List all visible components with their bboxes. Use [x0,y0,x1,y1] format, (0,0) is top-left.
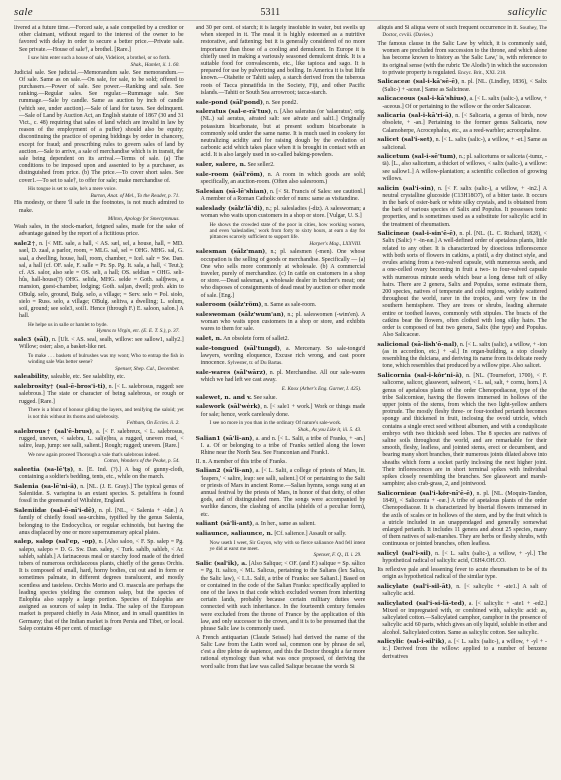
entry-headword: Salenia (sa-lē'ni-ä) [14,483,77,490]
entry-headword: sale-tongued (sāl'tungd) [195,344,280,352]
entry-definition: [Also Salique; < OF. (and F.) salique = Sp. sálico = Pg. It. salico, < ML. Salicus, pertaining to the Salians (lex Salica, the Salic law), < L.L. Salii, a tribe of Franks: see Salian1.] Based on or contained in the code of the Salian Franks: specifically applied to one of the laws in that code which excluded women from inheriting certain lands, probably because certain military duties were connected with such inheritance. In the fourteenth century females were excluded from the throne of France by the application of this law, and only successor to the crown, and it is to be presumed that the phrase Salic law is commonly used. [200,561,366,633]
quotation-text: We now again proceed Thorough a vale that's salebrous indeed. [28,451,160,458]
entry-definition: [Cf. salience.] Assault or sally. [272,530,347,537]
entry-headword: salicylated (sal'i-si-lā-ted) [377,599,465,607]
entry-definition: , n.; pl. salesmen (-men). One whose occupation is the selling of goods or merchandise. Specifically — (a) One who sells more commonly at wholesale. (b) A commercial traveler, purely of merchandize. (c) In cattle on customers in a shop or store.—Dead salesman, a wholesale dealer in butcher's meat; one who disposes of consignments of dead meat by auction or other mode of sale. [Eng.] [200,249,366,299]
dictionary-entry [196,248,366,299]
entry-headword: salesman (sālz'man) [195,248,266,256]
quotation-text: There is a blunt of honour gilding the layers, and tenifying the saloid; yet is not this without its thorns and salebrosity. [28,407,184,420]
entry-definition: , n. pl. [NL., < Salenia + -idæ.] A family of chiefly fossil sea-urchins, typified by the genus Salenia, belonging to the Endocyclica, or regular echinoids, but having the anus displaced by one or more supernumerary apical plates. [19,508,184,536]
entry-definition: His modesty, or there 'll safe in the footnotes, is not much admired to make. [14,200,184,214]
entry-definition: , n. [< St. Francis of Sales: see cautionl.] A member of a Roman Catholic order of nuns: same as visitandine. [200,188,366,202]
dictionary-entry [14,224,184,238]
quotation-source: Feltham, On Eccles. ii. 2. [126,419,180,426]
dictionary-entry [377,78,547,93]
dictionary-entry [196,335,366,343]
dictionary-entry [196,171,366,186]
entry-headword: saliant (sā'li-ant) [195,520,253,528]
dictionary-entry [377,136,547,151]
quotation-source: Spenser, Shep. Cal., December. [115,365,180,372]
entry-definition: , n. pl. Merchandise. All our sale-wares which we had left we cast away. [200,370,366,384]
entry-definition: , n. [Also saloo, < F. Sp. salep = Pg. salepo, salepo = D. G. Sw. Dan. salep, < Turk. sahlb, sahleb, < Ar. sahleb, sahlab.] A farinaceous meal or starchy food made of the dried tubers of numerous orchidaceous plants, chiefly of the genus Orchis. It is composed of small, hard, horny bodies, cut out and in form or sometimes palmate, in different degrees translucent, and mostly scentless and tasteless. Orchis Morio and O. mascula are perhaps the leading species yielding the common salep, but the species of Eulophia also supply a large portion. Species of Eulophia are assigned as sources of salep in India. The salep of the European market is prepared chiefly in Asia Minor, and in small quantities in Germany; that of the Indian market is from Persia and Tibet, or local. Salep contains 48 per cent. of mucilage [19,539,184,632]
dictionary-entry [377,25,547,39]
entry-headword: salebrous† (sal'ē-brus) [14,427,93,435]
dictionary-entry [196,635,366,671]
dictionary-entry [14,240,184,320]
entry-definition: II. n. A member of this tribe of Franks. [195,458,287,465]
entry-definition: , n.; pl. saleswomen (-wim'en). A woman who waits upon customers in a shop or store, and exhibits wares to them for sale. [200,312,366,333]
entry-definition: Wash sales, in the stock-market, feigned sales, made for the sake of advantage gained by the report of a fictitious price. [14,224,184,238]
dictionary-entry [377,41,547,77]
quotation [14,353,184,372]
entry-definition: See salue. [251,394,277,401]
header-right-guide-word: salicylic [507,6,547,18]
entry-headword: salicylate (sal'i-sil-āt) [377,582,452,590]
entry-headword: salewet, n. and v. [195,393,252,401]
quotation [196,222,366,247]
dictionary-entry [377,583,547,598]
dictionary-entry [14,373,184,381]
entry-definition: An obsolete form of sallet2. [221,336,290,343]
dictionary-entry [14,507,184,537]
entry-headword: salicyl (sal'i-sil) [377,550,431,558]
quotation-text: He helpe us in salle or hamlet to byde. [28,321,108,328]
dictionary-entry [196,205,366,220]
dictionary-entry [196,311,366,334]
entry-definition: , a. [< F. salebreux, < L. salebrosus, rugged, uneven, < salebra, L. sal(e)bra, a rugged, uneven road, < salire, leap, jump: see salli, salient.] Rough; rugged; uneven. [Rare.] [19,428,184,450]
quotation-source: Shak., As you Like it, iii. 5. 43. [297,426,362,433]
entry-headword: Salic (sal'ik), a. [195,560,248,568]
dictionary-entry [377,567,547,581]
quotation [14,452,184,465]
dictionary-entry [196,161,366,169]
quotation-source: Shak., Hamlet, ii. 1. 60. [130,61,180,68]
entry-definition: , n. [< F. salix (salic-), a willow, + -in2.] A neutral crystalline glucoside (C13H18O7), of a bitter taste. It occurs in the bark of osier-bark or white silky crystals, and is obtained from the bark of various species of Salix and Populus. It possesses tonic properties, and is sometimes used as a substitute for salicylic acid in the treatment of rheumatism. [382,185,547,228]
entry-definition: , a. [< L. salix (salic-), a willow, + -aceous.] Of or pertaining to the willow or the order Salicaceæ. [382,96,547,110]
entry-headword: saler, salere, n. [195,161,246,169]
dictionary-entry [14,200,184,214]
entry-headword: saliaunce, saliaunce, n. [195,529,273,537]
dictionary-entry [14,538,184,633]
dictionary-entry [196,25,366,97]
quotation-text: He shows the crowded state of the poor in cities, how working women, and even 'salesladies,' work from forty to sixty hours, at earn a day for pittances scarcely sufficient to support life. [209,221,366,241]
entry-citation: Southey, The Doctor, cvviii. (Davies.) [382,25,547,39]
entry-headword: Salicornieæ (sal'i-kôr-nī'ē-ē) [377,489,473,497]
dictionary-entry [377,341,547,371]
entry-definition: , n. [NL. (Tournefort, 1700), < F. salicorne, salicor, glasswort, saltwort, < L. sal, salt, + cornu, horn.] A genus of apetalous plants of the order Chenopodiaceæ, type of the tribe Salicornieæ, having the flowers immersed in hollows of the upper joints of the stems, from which the two light-yellow anthers protrude. The mostly fleshy three- or four-toothed perianth becomes spongy and thickened in fruit, inclosing the ovoid utricle, which contains a single erect seed without albumen, and with a conduplicate embryo with two thickish seed lobes. The 8 species are natives of saline soils throughout the world, and are remarkable for their smooth, fleshy, leafless, and jointed stems, erect or decumbent, and bearing many short branches, their numerous joints dilated above into sheaths which form a socket partly inclosing the next higher joint. Their inflorescences are in short terminal spikes with individual spikes closely resembling the branches. See glasswort and marsh-samphire; also crab-grass, 2, and jointwood. [382,373,547,488]
dictionary-entry [196,99,366,107]
entry-definition: , n. [Ult. < AS. seal, sealh, willow: see sallow1, sally2.] Willow; osier; also, a basket-like net. [19,337,184,351]
quotation [14,186,184,199]
entry-definition: livered at a future time.—Forced sale, a sale compelled by a creditor or other claimant, without regard to the interest of the owner to be favored with delay in order to secure a better price.—Private sale. See private.—House of sale†, a brothel. [Rare.] [14,25,184,53]
quotation-source: Spenser, F. Q., II. i. 29. [313,552,362,559]
entry-definition: , n. [E. Ind. (?).] A bag of gunny-cloth, containing a soldier's bedding, tents, etc., while on the march. [19,467,184,481]
running-header [14,6,547,21]
entry-headword: sale-wares (sāl'wārz) [195,369,266,376]
entry-definition: , n. [NL. (J. E. Gray).] The typical genus of Saleniidæ. S. varispina is an extant species. S. petalifera is found fossil in the greensand of Wiltshire, England. [19,484,184,505]
entry-definition: Its reflexive pale and lessening fever to acute rheumatism to be of its origin as hypothetical radical of the similar type. [377,566,547,581]
entry-headword: sale2† [14,240,36,248]
dictionary-entry [196,467,366,518]
quotation-source: Burton, Anat. of Mel., To the Reader, p. 71. [90,192,180,199]
dictionary-entry [196,108,366,159]
entry-headword: salep, salop (sal'ep, -op) [14,538,96,546]
entry-headword: sale-pond (sāl'pond) [195,98,263,106]
quotation [196,540,366,559]
dictionary-entry [14,336,184,351]
entry-definition: , a. [< salicylic + -ate1 + -ed2.] Mixed or impregnated with, or combined with, salicylic acid: as, salicylated cotton.—Salicylated camphor, camphor in the presence of salicylic acid 60 parts, which gives an oily liquid, soluble in ether and alcohol. Salicylated cotton. Same as salicylic cotton. See salicylic. [382,600,547,636]
entry-headword: salicional (sā-lish'ō-nal) [377,340,457,348]
dictionary-entry [196,530,366,538]
dictionary-entry [377,600,547,637]
quotation-source: E. Knox (Arber's Eng. Garner, I. 425). [281,385,362,392]
columns [14,25,547,777]
column-1 [14,25,184,777]
entry-definition: , saleable, etc. See salability, etc. [47,374,126,381]
dictionary-entry [196,369,366,384]
entry-definition: , n. See pond2. [262,99,298,106]
entry-headword: salet, n. [195,335,222,343]
entry-definition: , a. [< L. salix (salic-), a willow, + -yl + -ic.] Derived from the willow: applied to a number of benzene derivatives [382,639,547,660]
entry-definition: aliquis and Si aliqua were of such frequent occurrence in it. [377,25,519,31]
dictionary-entry [377,638,547,661]
entry-definition: Judicial sale. See judicial.—Memorandum sale. See memorandum.—Of sale. Same as on sale.—On sale, for sale, to be sold; offered to purchasers.—Power of sale. See power.—Ranking and sale. See ranking.—Regular sales. See regular.—Rummage sale. See rummage.—Sale by candle. Same as auction by inch of candle (which see, under auction).—Sale of land for taxes. See delinquent.—Sale of Land by Auction Act, an English statute of 1867 (30 and 31 Vict., c. 48) requiring that sales of land which are invalid in law by reason of the employment of a puffer) should also be equity; discontinuing the practice of opening biddings by order in chancery, except for fraud; and prescribing rules to govern sales of land by auction.—Sale to arrive, a sale of merchandise which is in transit, the sale being dependent on its arrival.—Terms of sale. (a) The conditions to be imposed upon and assented to by a purchaser, as distinguished from price. (b) The price.—To cover short sales. See cover1.—To set to sale†, to offer for sale; make merchandise of. [14,69,184,184]
entry-definition: , n. [< L. salix (salic-), a willow, + -yl.] The hypothetical radical of salicylic acid, C6H4.OH.CO. [382,551,547,565]
entry-headword: saleetia (sa-lē'ṭṣ) [14,466,74,474]
entry-definition: , n. A room in which goods are sold; specifically, an auction-room. (Often also salesroom.) [200,171,366,186]
dictionary-entry [196,394,366,402]
dictionary-entry [377,112,547,135]
entry-headword: sale-room (sāl'röm) [195,170,263,178]
entry-definition: , n. pl. [NL. (L. C. Richard, 1828), < Salix (Salic) + -in-eæ.] A well-defined order of apetalous plants, little related to any other. It is characterized by dioecious inflorescence with both sorts of flowers in catkins, a pistil, a dry distinct style, and ovules arising from a two-valved capsule, with numerous seeds, and a one-celled ovary becoming in fruit a two- to four-valved capsule with numerous minute seeds which bear a long dense tuft of silky hairs. There are 2 genera, Salix and Populus, some estimate them, 200 species, natives of temperate and cold regions, widely scattered throughout the world, rarer in the tropics, and very few in the southern hemisphere. They are trees or shrubs, leading alternate entire or toothed leaves, commonly with stipules. The bracts of the catkins bear the flowers, often clothed with long silky hairs. The order is composed of but two genera, Salix (the type) and Populus. Also Salicaceæ. [382,231,547,339]
dictionary-entry [377,185,547,229]
entry-definition: , n.; pl. salesladies (-diz). A saleswoman; a woman who waits upon customers in a shop or store. [Vulgar, U. S.] [200,205,366,219]
entry-definition: , n.; pl. salicetums or saliceta (-tumz, -tä). [L., also salicetum, a thicket of willows, < salix (salic-), a willow: see sallow1.] A willow-plantation; a scientific collection of growing willows. [382,154,547,182]
quotation [196,386,366,392]
entry-headword: saleratus (sal-e-rā'tus) [195,108,271,116]
entry-definition: The famous clause in the Salic Law by which, it is commonly said, women are precluded from succession to the throne, and which alone has become known to history as 'the Salic Law,' is, with reference to its original sense (with the rubric 'De Alodis') in which the succession to private property is regulated. [377,40,547,76]
dictionary-entry [14,383,184,406]
entry-headword: salicetum (sal-i-sē'tum) [377,153,456,161]
entry-definition: , a. In her., same as salient. [252,521,316,528]
entry-definition: and 30 per cent. of starch; it is largely insoluble in water, but swells up when steeped in it. The meal it is highly esteemed as a nutritive restorative, and fattening; but it is generally considered of no more importance than those of a cooling and demulcent. In Europe it is chiefly used in making a variously seasoned demulcent drink. It is a suitable food for convalescents, etc., like tapioca and sago. It is prepared for use by pulverizing and boiling. In America it is but little known.—Otaheite or Tahiti salep, a starch derived from the tuberous roots of Tacca pinnatifida in the Society, Fiji, and other Pacific islands.—Tahiti or South Sea arrowroot; tacca-starch. [195,25,366,96]
entry-headword: Salian2 (sā'li-an) [195,467,253,475]
quotation [14,216,184,222]
entry-definition: A French antiquarian (Claude Seissel) had derived the name of the Salic Law from the Latin word sal, common one by phrase de sel, c'est a dire pleine de sapience, and this the Doctor thought a far more rational etymology than what was once proposed, of deriving the word salic from that law was called Salique because the words Si [195,634,366,670]
dictionary-entry [196,435,366,458]
quotation-text: I see no more in you than in the ordinary Of nature's sale-work. [209,420,342,427]
entry-headword: saleswoman (sālz'wum'an) [195,311,284,319]
entry-headword: salicaria (sal-i-kā'ri-ā) [377,112,452,120]
dictionary-entry [196,520,366,528]
entry-headword: salicet (sal'i-set) [377,136,433,144]
quotation [196,420,366,433]
entry-headword: Salicaceæ (sal-i-kā'sē-ē) [377,78,458,86]
entry-headword: Saleniidæ (sal-ē-nī'i-dē) [14,507,95,515]
entry-definition: , n. [< L. salix (salic-), a willow, + -et.] Same as salicional. [382,137,547,151]
quotation [14,407,184,426]
dictionary-entry [14,25,184,54]
dictionary-entry [377,230,547,339]
column-3 [377,25,547,777]
entry-definition: , n. [< salicylic + -ate1.] A salt of salicylic acid. [382,583,547,598]
entry-definition: , a. Mercenary. So sale-tongu'd lawyers, wording eloquence, Excuse rich wrong, and cast poore innocence. [200,345,366,367]
entry-definition: , n. Same as sale-room. [261,302,317,309]
dictionary-entry [14,466,184,481]
quotation-source: Harper's Mag., LXXVIII. [309,240,362,247]
entry-definition: , n. [Also saleratus (or 'salaeratus'; orig. (NL.) sal aeratus, aërated salt: see aërate and salt1.] Originally potassium bicarbonate, but at present sodium bicarbonate is commonly sold under the same name. It is much used in cookery for neutralizing acidity and for raising dough by the evolution of carbonic acid which takes place when it is brought in contact with an acid. It is also largely used in so-called baking-powders. [200,109,366,159]
quotation-text: Now useth I weet, Sir Guyon, why with so fierce saliaunce And fell intent ye did at earst me meet. [209,539,366,553]
dictionary-entry [196,403,366,418]
dictionary-entry [377,372,547,488]
entry-definition: See seller2. [245,162,275,169]
entry-headword: salework (sāl'wėrk) [195,403,261,411]
entry-definition: , n. [< sale1 + work.] Work or things made for sale; hence, work carelessly done. [200,404,366,418]
entry-citation: Sylvester, tr. of Du Bartas. [227,360,283,367]
entry-headword: saleroom (sālz'röm) [195,301,262,309]
dictionary-entry [14,428,184,451]
dictionary-entry [377,153,547,183]
dictionary-entry [14,483,184,506]
entry-headword: salicylic (sal-i-sil'ik) [377,638,445,646]
entry-definition: , n. pl. [NL. (Moquin-Tandon, 1849), < Salicornia + -eæ.] A tribe of apetalous plants of the order Chenopodiaceæ. It is characterized by biserial flowers immersed in the axils of scales or in hollows of the stem, and by the fruit which is a utricle included in an unappendaged and generally somewhat enlarged perianth. It includes 11 genera and about 25 species, many of them natives of salt-marshes. They are herbs or fleshy shrubs, with continuous or jointed branches, often leafless. [382,490,547,548]
quotation-source: Milton, Apology for Smectymnuus. [107,216,180,223]
dictionary-entry [196,188,366,203]
quotation [14,55,184,68]
dictionary-entry [196,345,366,368]
entry-headword: salicin (sal'i-sin) [377,184,434,192]
entry-definition: , n. [< L. salix (salic), a willow, + -ion (as in accordion, etc.) + -al.] In organ-building, a stop closely resembling the dulciana, and deriving its name from its delicate reedy tone, which resembles that produced by a willow pipe. Also salicet. [382,341,547,370]
entry-headword: Salesian (sā-lē'shian) [195,187,267,195]
entry-definition: , n. [< L. salebrosus, rugged: see salebrous.] The state or character of being salebrous, or rough or rugged. [Rare.] [19,384,184,405]
quotation-source: Hymns to Virgin, etc. (E. E. T. S.), p. 37. [96,328,180,335]
header-left-guide-word: sale [14,6,33,18]
entry-definition: , n. pl. [NL. (Lindley, 1836), < Salix (Salic-) + -aceæ.] Same as Salicineæ. [382,79,547,93]
entry-definition: , a. [< L. Salii, a college of priests of Mars, lit. 'leapers,' < salire, leap: see salli, salient.] Of or pertaining to the Salii or priests of Mars in ancient Rome.—Salian hymns, songs sung at an annual festival by the priests of Mars, in honor of that deity, of other gods, and of distinguished men. The songs were accompanied by warlike dances, the clashing of ancilia (shields of a peculiar form), etc. [200,468,366,518]
dictionary-entry [377,490,547,549]
entry-headword: salicaceous (sal-i-kā'shius) [377,95,467,103]
entry-headword: Salicineæ (sal-i-sin'ē-ē) [377,230,456,238]
quotation-text: To make . . . baskets of bulrushes was my wont; Who to entrap the fish in winding sale Was better seene? [28,352,184,366]
dictionary-entry [196,301,366,309]
entry-definition: , a. and n. [< L. Salii, a tribe of Franks, + -an.] I. a. Of or belonging to a tribe of Franks settled along the lower Rhine near the North Sea. See Franconian and Frank1. [200,435,366,456]
entry-definition: , n. [< Salicaria, a genus of birds, now obsolete, + -an.] Pertaining to the former genus Salicaria, now Calamoherpe, Acrocephalus, etc., as a reed-warbler; acrocephaline. [382,113,547,134]
dictionary-entry [14,70,184,185]
entry-headword: saleslady (sālz'lā'di) [195,204,263,212]
dictionary-entry [196,560,366,633]
quotation-text: I saw him enter such a house of sale, Videlicet, a brothel, or so forth. [28,55,171,62]
dictionary-entry [377,95,547,110]
dictionary-entry [196,459,366,466]
quotation [14,322,184,335]
entry-definition: , n. [< ME. sale, a hall, < AS. sæl, sel, a house, hall, = MD. sael, D. zaal, a parlor, room, = MLG. sal, sel = OHG. MHG. sal, G. saal, a dwelling, house, hall, room, chamber, = Icel. salr = Sw. Dan. sal, a hall (cf. OF. sale, F. salle = Pr. Sp. Pg. It. sala, a hall, < Teut.); cf. AS. salor, also sele = OS. seli, a hall; OS. seldian = OHG. seli-hûs, hall-house(?) OHG. selida, MHG. selde = Goth. saliþwos, a mansion, guest-chamber, lodging; Goth. saljan, dwell; prob. akin to OBulg. selo, ground, Bulg. selo, a village; = Serv. selo = Pol. sioło, sielo = Russ. selo, a village; OBulg. selitva, a dwelling; L. solum, soil, ground; see sole3, soil1. Hence (through F.) E. saloon, salon.] A hall. [19,241,184,320]
entry-headword: saleability [14,373,48,381]
entry-citation: Encyc. Brit., XXI. 218. [457,69,507,76]
page-number: 5311 [260,7,281,18]
entry-headword: salebrosity† (sal-ē-bros'i-ti) [14,383,106,391]
column-2 [196,25,366,777]
dictionary-entry [377,550,547,565]
entry-headword: Salicornia (sal-i-kôr'ni-ä) [377,372,462,380]
entry-headword: Salian1 (sā'li-an) [195,434,253,442]
quotation-text: His tongue is set to sale, he's a mere voice. [28,186,117,193]
quotation-source: Cotton, Wonders of the Peake, p. 54. [103,458,180,465]
entry-headword: sale3 (sāl) [14,336,49,344]
